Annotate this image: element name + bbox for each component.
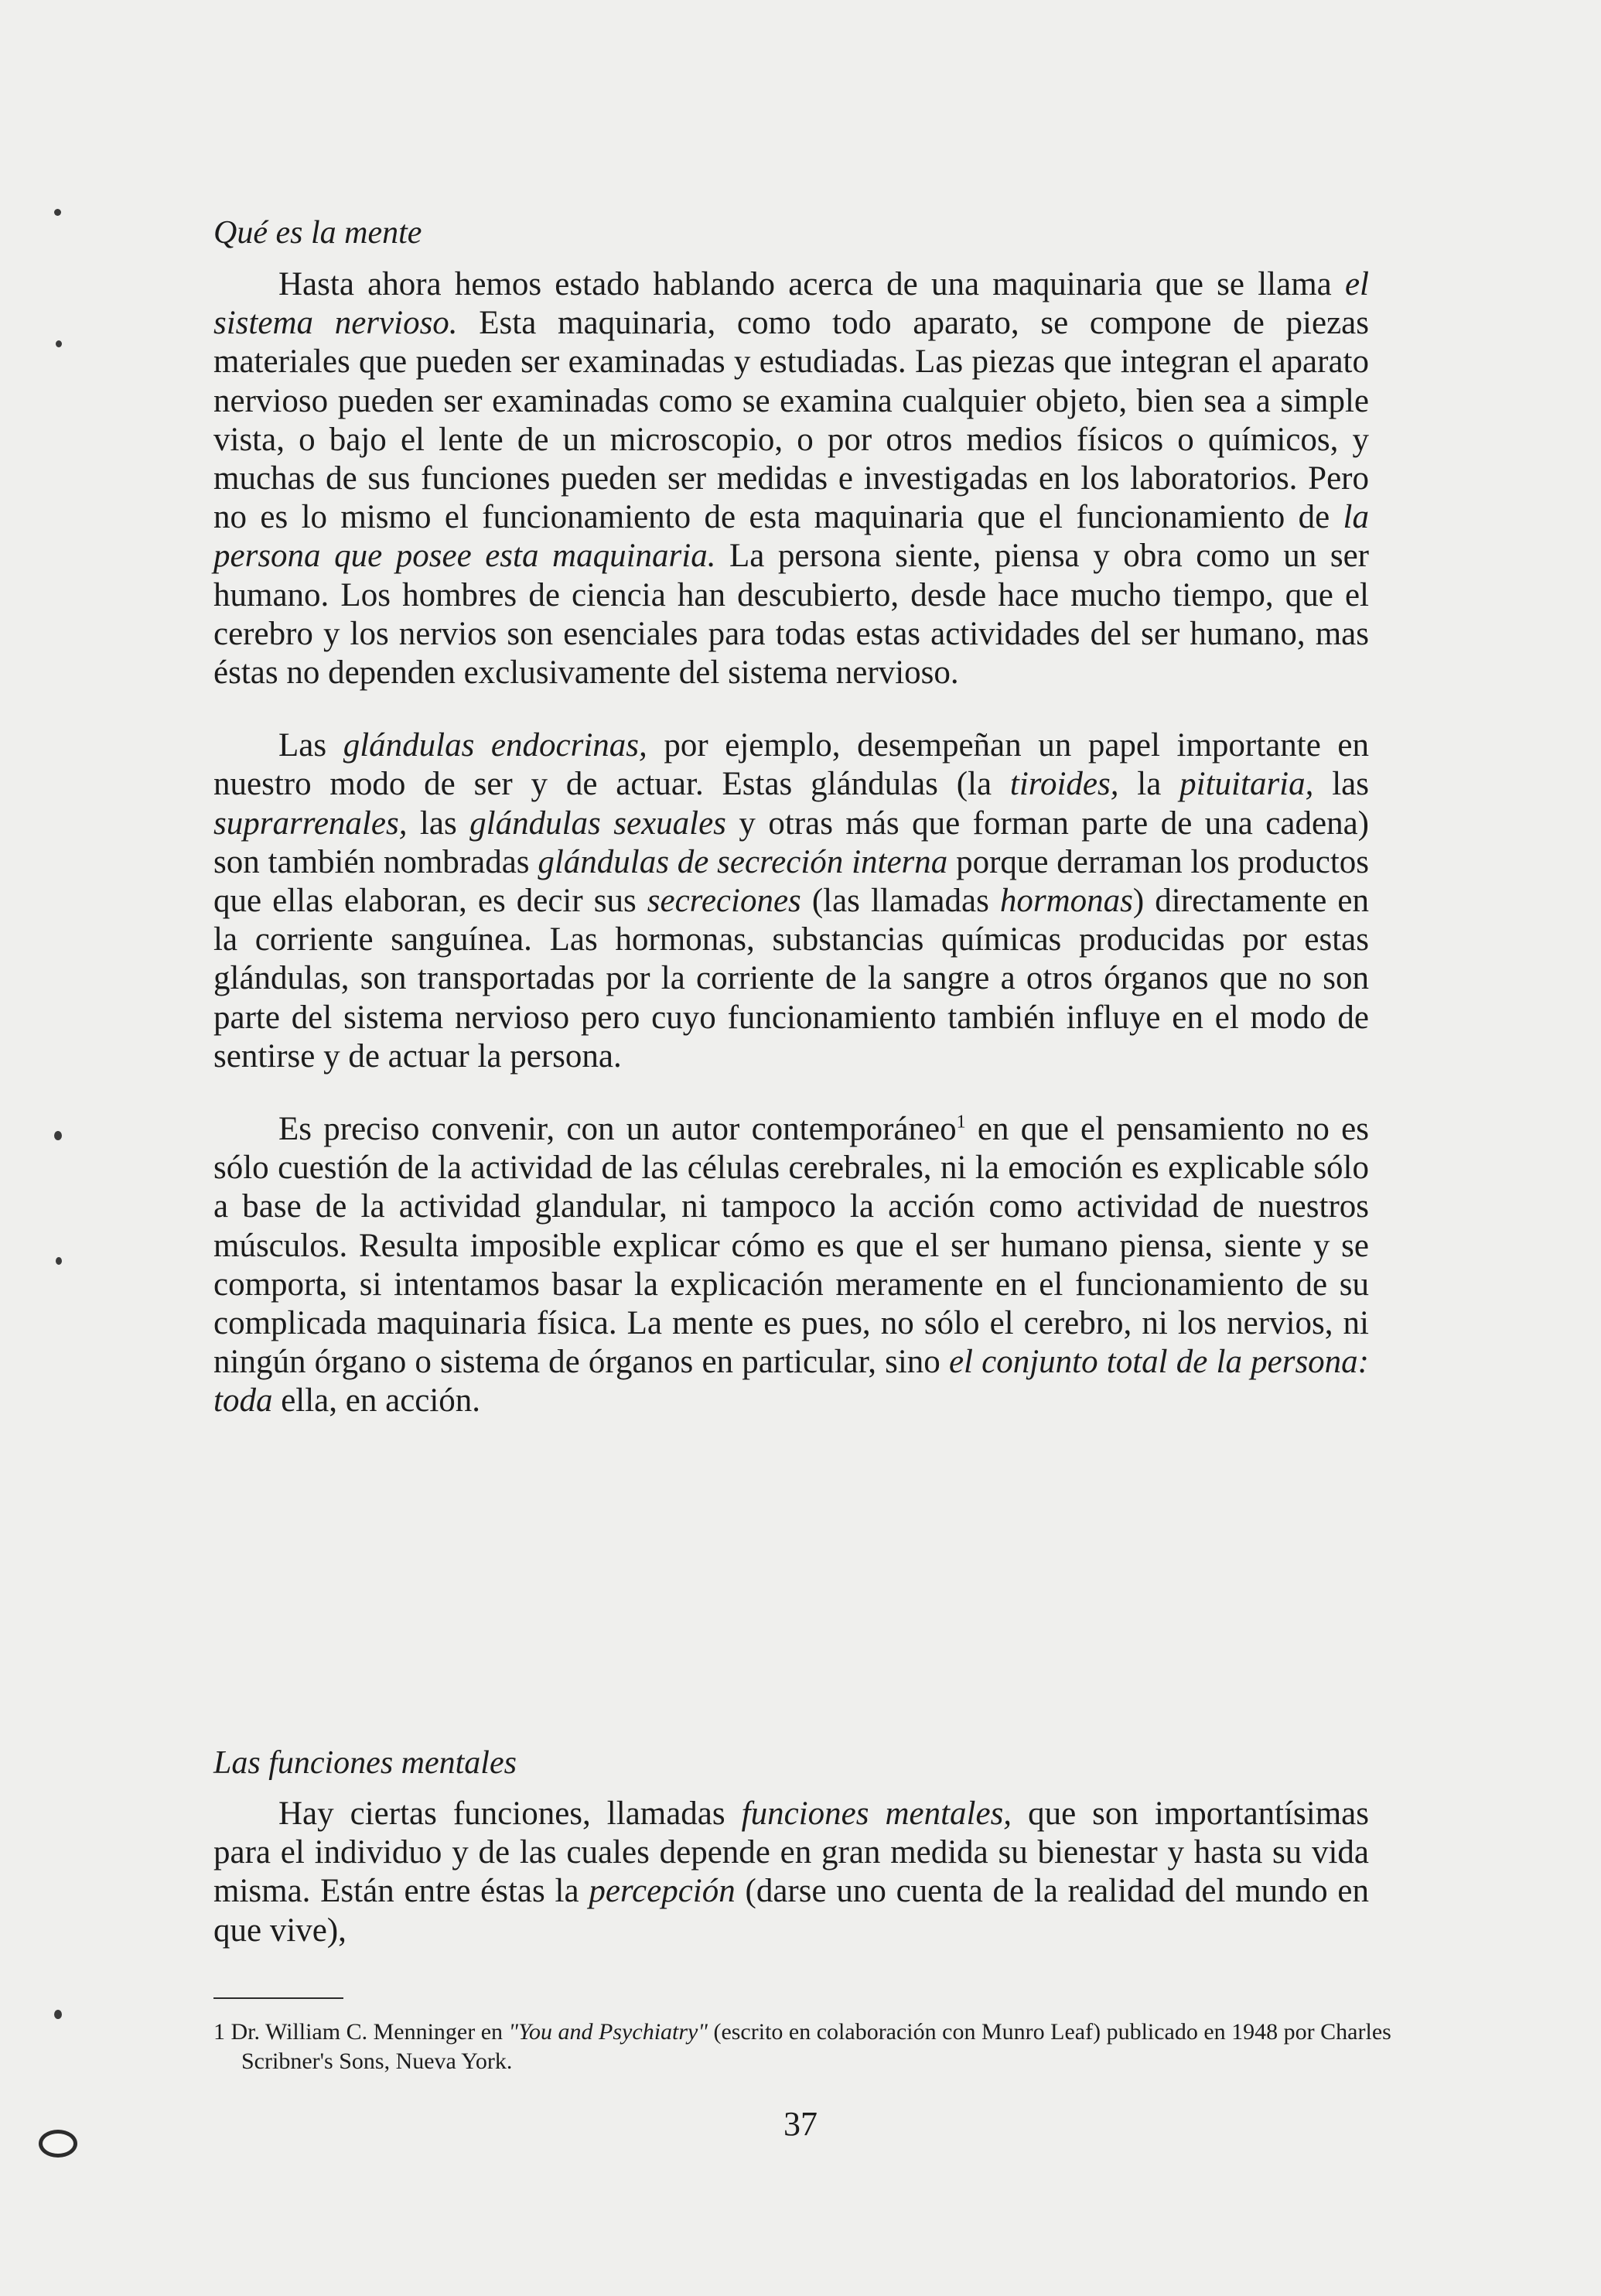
paragraph: Hasta ahora hemos estado hablando acerca de una maquinaria que se llama el sistema nervioso. Esta maquinaria, como todo aparato, se compone de piezas materiales que pueden ser examinadas y estudiadas. Las piezas que integran el aparato nervioso pueden ser examinadas como se examina cualquier objeto, bien sea a simple vista, o bajo el lente de un microscopio, o por otros medios físicos o químicos, y muchas de sus funciones pueden ser medidas e investigadas en los laboratorios. Pero no es lo mismo el funcionamiento de esta maquinaria que el funcionamiento de la persona que posee esta maquinaria. La persona siente, piensa y obra como un ser humano. Los hombres de ciencia han descubierto, desde hace mucho tiempo, que el cerebro y los nervios son esenciales para todas estas actividades del ser humano, mas éstas no dependen exclusivamente del sistema nervioso. [213, 266, 1369, 692]
margin-mark [54, 209, 61, 216]
section-body [213, 1795, 1369, 1950]
margin-mark [54, 1131, 62, 1140]
margin-mark [54, 2010, 62, 2019]
footnote: 1 Dr. William C. Menninger en "You and Psychiatry" (escrito en colaboración con Munro Leaf) publicado en 1948 por Charles Scribner's Sons, Nueva York. [213, 2019, 1391, 2074]
section-heading: Qué es la mente [213, 215, 422, 251]
footnote-ref: 1 [956, 1112, 966, 1133]
margin-mark [56, 340, 62, 347]
paragraph: Hay ciertas funciones, llamadas funciones mentales, que son importantísimas para el individuo y de las cuales depende en gran medida su bienestar y hasta su vida misma. Están entre éstas la percepción (darse uno cuenta de la realidad del mundo en que vive), [213, 1795, 1370, 1949]
punch-hole [39, 2130, 77, 2158]
section-body [213, 265, 1369, 1421]
paragraph: Es preciso convenir, con un autor contemporáneo$^1$ en que el pensamiento no es sólo cuestión de la actividad de las células cerebrales, ni la emoción es explicable sólo a base de la actividad glandular, ni tampoco la acción como actividad de nuestros músculos. Resulta imposible explicar cómo es que el ser humano piensa, siente y se comporta, si intentamos basar la explicación meramente en el funcionamiento de su complicada maquinaria física. La mente es pues, no sólo el cerebro, ni los nervios, ni ningún órgano o sistema de órganos en particular, sino el conjunto total de la persona: toda ella, en acción. [213, 1111, 1369, 1420]
section-heading: Las funciones mentales [213, 1745, 517, 1781]
footnote-divider [213, 1997, 343, 1999]
paragraph: Las glándulas endocrinas, por ejemplo, desempeñan un papel importante en nuestro modo de ser y de actuar. Estas glándulas (la tiroides, la pituitaria, las suprarrenales, las glándulas sexuales y otras más que forman parte de una cadena) son también nombradas glándulas de secreción interna porque derraman los productos que ellas elaboran, es decir sus secreciones (las llamadas hormonas) directamente en la corriente sanguínea. Las hormonas, substancias químicas producidas por estas glándulas, son transportadas por la corriente de la sangre a otros órganos que no son parte del sistema nervioso pero cuyo funcionamiento también influye en el modo de sentirse y de actuar la persona. [213, 727, 1369, 1075]
page-number: 37 [783, 2105, 818, 2143]
margin-mark [56, 1257, 62, 1265]
